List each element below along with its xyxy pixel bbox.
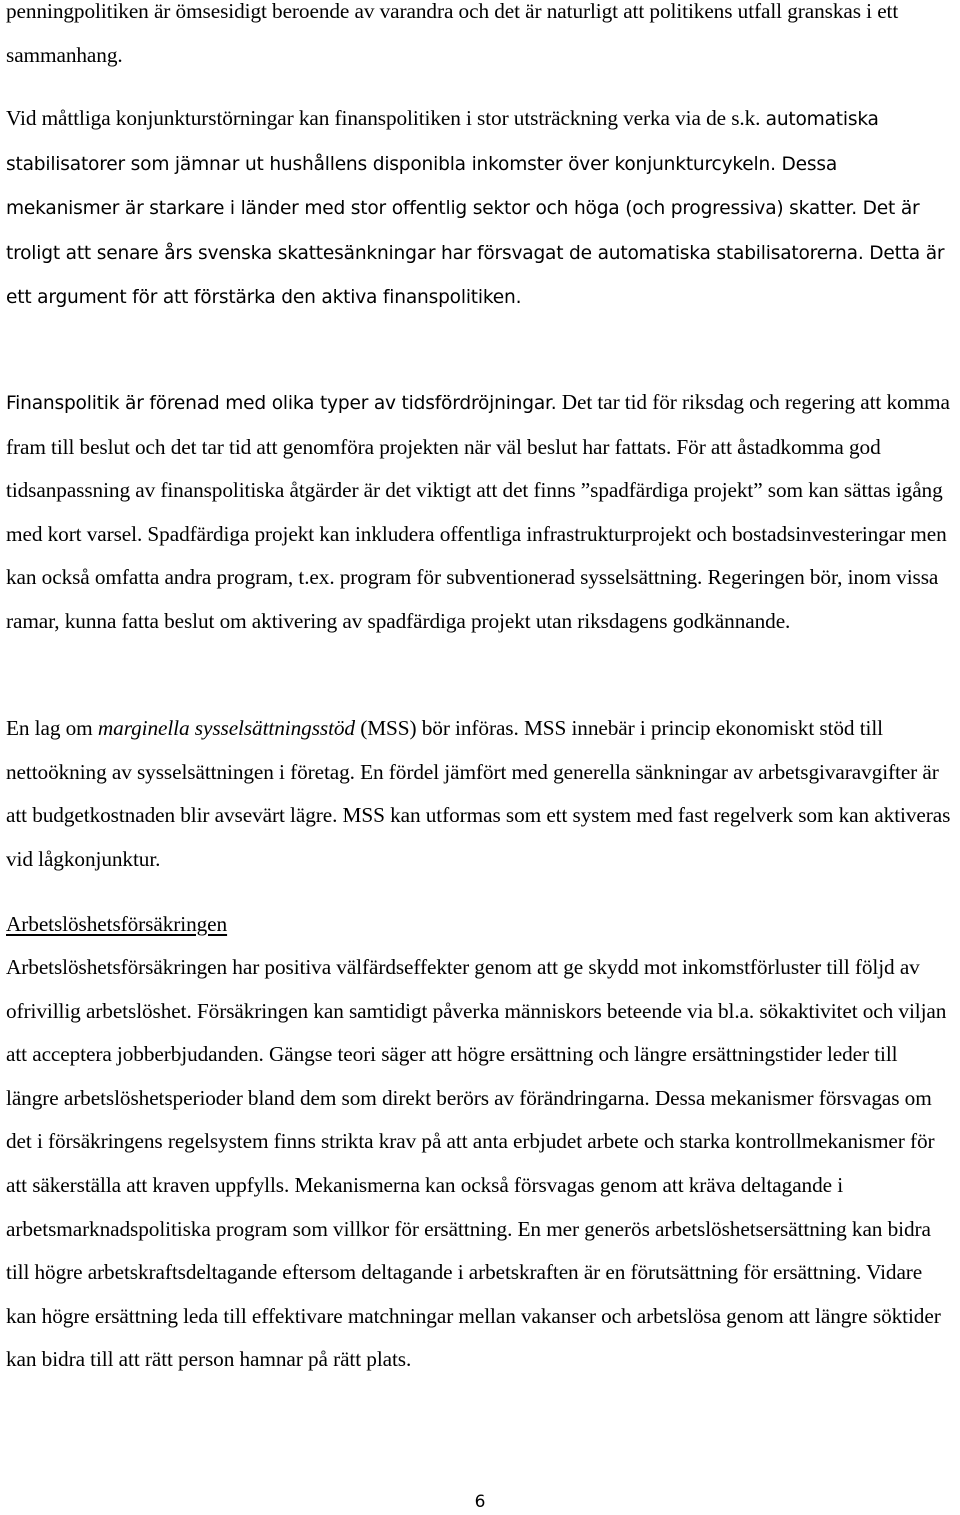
paragraph-stabilizers (6, 97, 954, 320)
page-number: 6 (474, 1492, 486, 1512)
paragraph-intro (6, 0, 954, 77)
paragraph-insurance (6, 946, 954, 1382)
paragraph-time-lags-rest: Det tar tid för riksdag och regering att komma fram till beslut och det tar tid att genomföra projekten när väl beslut har fattats. För att åstadkomma god tidsanpassning av finanspolitiska åtgärder är det viktigt att det finns ”spadfärdiga projekt” som kan sättas igång med kort varsel. Spadfärdiga projekt kan inkludera offentliga infrastrukturprojekt och bostadsinvesteringar men kan också omfatta andra program, t.ex. program för subventionerad sysselsättning. Regeringen bör, inom vissa ramar, kunna fatta beslut om aktivering av spadfärdiga projekt utan riksdagens godkännande. (6, 390, 950, 633)
paragraph-mss (6, 707, 954, 881)
paragraph-mss-pre: En lag om (6, 716, 98, 740)
paragraph-time-lags (6, 381, 954, 644)
paragraph-mss-emphasis: marginella sysselsättningsstöd (97, 716, 355, 740)
paragraph-intro-text: penningpolitiken är ömsesidigt beroende av varandra och det är naturligt att politikens utfall granskas i ett sammanhang. (6, 0, 899, 67)
paragraph-insurance-text: Arbetslöshetsförsäkringen har positiva välfärdseffekter genom att ge skydd mot inkomstförluster till följd av ofrivillig arbetslöshet. Försäkringen kan samtidigt påverka människors beteende via bl.a. sökaktivitet och viljan att acceptera jobberbjudanden. Gängse teori säger att högre ersättning och längre ersättningstider leder till längre arbetslöshetsperioder bland dem som direkt berörs av förändringarna. Dessa mekanismer försvagas om det i försäkringens regelsystem finns strikta krav på att anta erbjudet arbete och starka kontrollmekanismer för att säkerställa att kraven uppfylls. Mekanismerna kan också försvagas genom att kräva deltagande i arbetsmarknadspolitiska program som villkor för ersättning. En mer generös arbetslöshetsersättning kan bidra till högre arbetskraftsdeltagande eftersom deltagande i arbetskraften är en förutsättning för ersättning. Vidare kan högre ersättning leda till effektivare matchningar mellan vakanser och arbetslösa genom att längre söktider kan bidra till att rätt person hamnar på rätt plats. (6, 955, 947, 1372)
paragraph-time-lags-sans: Finanspolitik är förenad med olika typer av tidsfördröjningar. (6, 393, 557, 414)
paragraph-mss-post: (MSS) bör införas. MSS innebär i princip ekonomiskt stöd till nettoökning av sysselsättningen i företag. En fördel jämfört med generella sänkningar av arbetsgivaravgifter är att budgetkostnaden blir avsevärt lägre. MSS kan utformas som ett system med fast regelverk som kan aktiveras vid lågkonjunktur. (6, 716, 951, 871)
section-heading: Arbetslöshetsförsäkringen (6, 912, 228, 936)
paragraph-stabilizers-sans: automatiska stabilisatorer som jämnar ut hushållens disponibla inkomster över konjunkturcykeln. Dessa mekanismer är starkare i länder med stor offentlig sektor och höga (och progressiva) skatter. Det är troligt att senare års svenska skattesänkningar har försvagat de automatiska stabilisatorerna. Detta är ett argument för att förstärka den aktiva finanspolitiken. (6, 109, 945, 309)
paragraph-stabilizers-serif: Vid måttliga konjunkturstörningar kan finanspolitiken i stor utsträckning verka via de s.k. (6, 106, 761, 130)
